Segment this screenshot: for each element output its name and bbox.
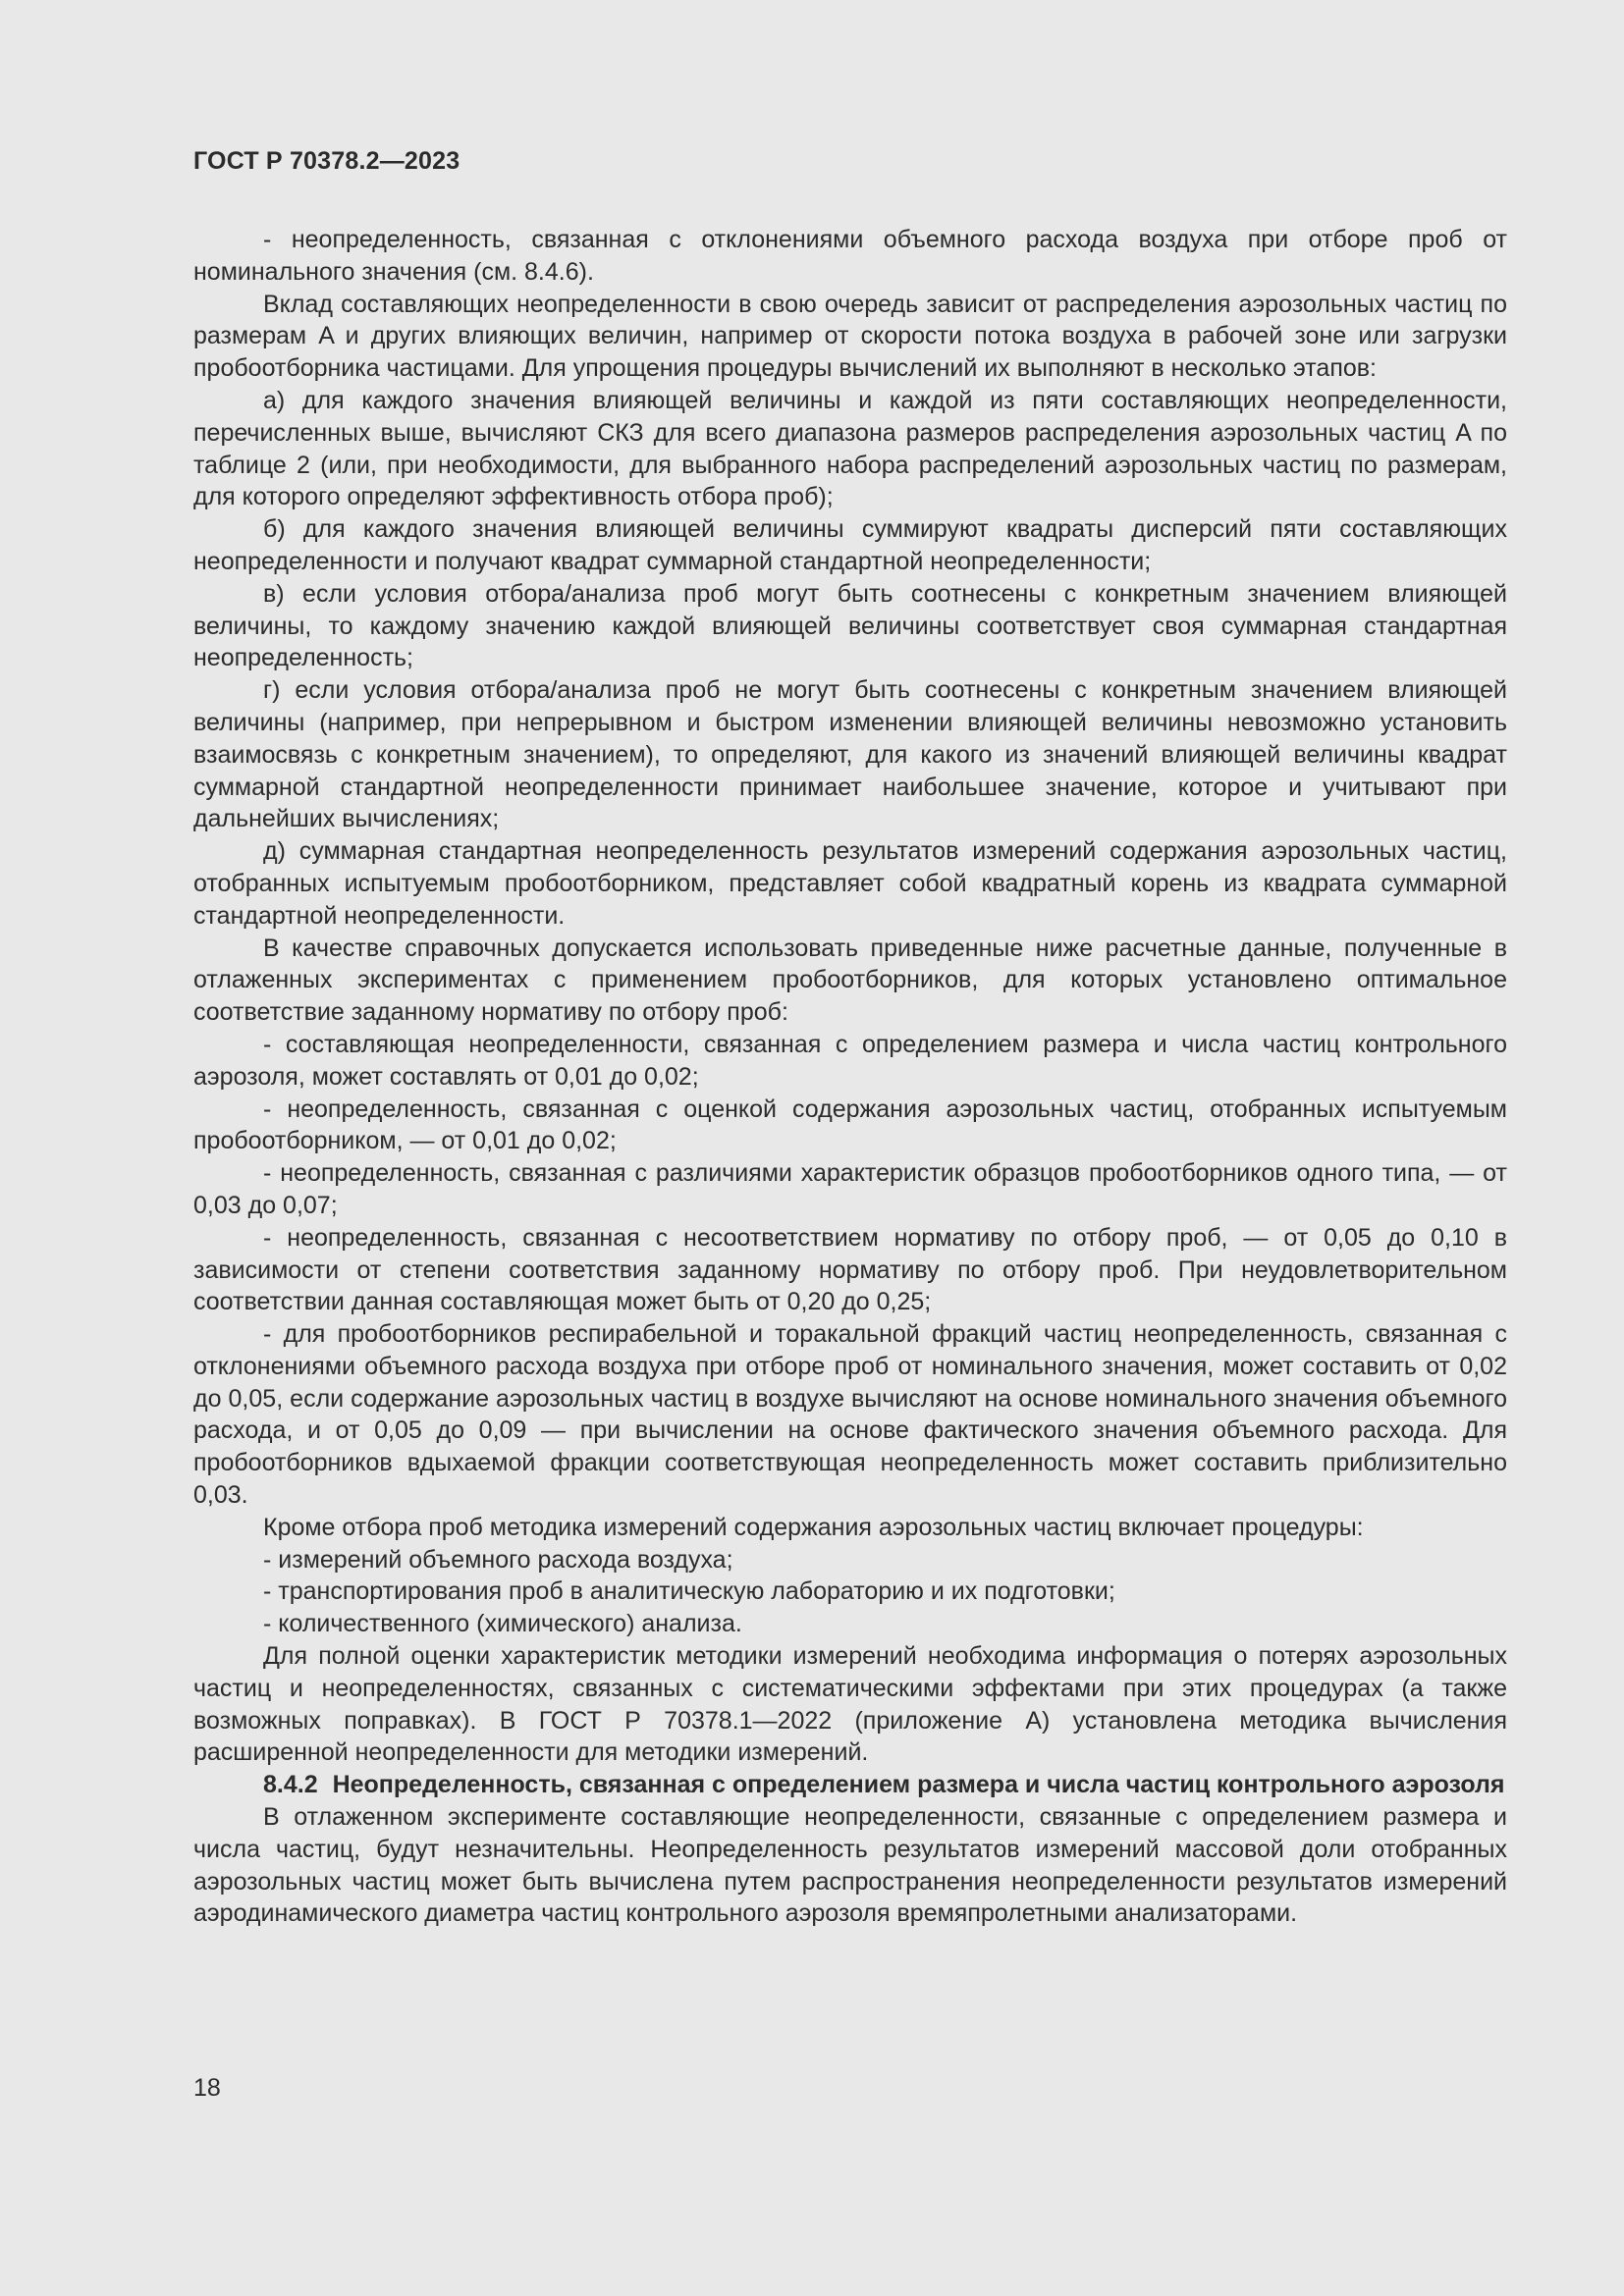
paragraph-dash-item: - для пробоотборников респирабельной и торакальной фракций частиц неопределенность, связанная с отклонениями объемного расхода воздуха при отборе проб от номинального значения, может составить от 0,02 до 0,05, если содержание аэрозольных частиц в воздухе вычисляют на основе номинального значения объемного расхода, и от 0,05 до 0,09 — при вычислении на основе фактического значения объемного расхода. Для пробоотборников вдыхаемой фракции соответствующая неопределенность может составить приблизительно 0,03. bbox=[193, 1320, 1507, 1510]
paragraph: - неопределенность, связанная с отклонениями объемного расхода воздуха при отборе проб от номинального значения (см. 8.4.6). bbox=[193, 226, 1507, 286]
section-title: Неопределенность, связанная с определением размера и числа частиц контрольного аэрозоля bbox=[332, 1771, 1505, 1799]
paragraph-list-item: г) если условия отбора/анализа проб не могут быть соотнесены с конкретным значением влияющей величины (например, при непрерывном и быстром изменении влияющей величины невозможно установить взаимосвязь с конкретным значением), то определяют, для какого из значений влияющей величины квадрат суммарной стандартной неопределенности принимает наибольшее значение, которое и учитывают при дальнейших вычислениях; bbox=[193, 676, 1507, 833]
paragraph-dash-item: - количественного (химического) анализа. bbox=[263, 1610, 742, 1638]
document-body bbox=[193, 224, 1507, 1930]
paragraph-dash-item: - транспортирования проб в аналитическую лабораторию и их подготовки; bbox=[263, 1577, 1115, 1606]
paragraph-list-item: б) для каждого значения влияющей величины суммируют квадраты дисперсий пяти составляющих неопределенности и получают квадрат суммарной стандартной неопределенности; bbox=[193, 515, 1507, 575]
paragraph-dash-item: - неопределенность, связанная с несоответствием нормативу по отбору проб, — от 0,05 до 0,10 в зависимости от степени соответствия заданному нормативу по отбору проб. При неудовлетворительном соответствии данная составляющая может быть от 0,20 до 0,25; bbox=[193, 1223, 1507, 1316]
page-number: 18 bbox=[193, 2074, 221, 2102]
paragraph: Вклад составляющих неопределенности в свою очередь зависит от распределения аэрозольных частиц по размерам A и других влияющих величин, например от скорости потока воздуха в рабочей зоне или загрузки пробоотборника частицами. Для упрощения процедуры вычислений их выполняют в несколько этапов: bbox=[193, 290, 1507, 383]
paragraph: Кроме отбора проб методика измерений содержания аэрозольных частиц включает процедуры: bbox=[263, 1513, 1364, 1541]
paragraph-list-item: в) если условия отбора/анализа проб могут быть соотнесены с конкретным значением влияющей величины, то каждому значению каждой влияющей величины соответствует своя суммарная стандартная неопределенность; bbox=[193, 579, 1507, 672]
paragraph-dash-item: - составляющая неопределенности, связанная с определением размера и числа частиц контрольного аэрозоля, может составлять от 0,01 до 0,02; bbox=[193, 1030, 1507, 1091]
paragraph-dash-item: - измерений объемного расхода воздуха; bbox=[263, 1545, 733, 1574]
section-heading bbox=[193, 1769, 1507, 1801]
paragraph-list-item: д) суммарная стандартная неопределенность результатов измерений содержания аэрозольных частиц, отобранных испытуемым пробоотборником, представляет собой квадратный корень из квадрата суммарной стандартной неопределенности. bbox=[193, 837, 1507, 930]
paragraph: В качестве справочных допускается использовать приведенные ниже расчетные данные, полученные в отлаженных экспериментах с применением пробоотборников, для которых установлено оптимальное соответствие заданному нормативу по отбору проб: bbox=[193, 934, 1507, 1027]
document-code-header: ГОСТ Р 70378.2—2023 bbox=[193, 147, 460, 175]
section-body-paragraph: В отлаженном эксперименте составляющие неопределенности, связанные с определением размера и числа частиц, будут незначительны. Неопределенность результатов измерений массовой доли отобранных аэрозольных частиц может быть вычислена путем распространения неопределенности результатов измерений аэродинамического диаметра частиц контрольного аэрозоля времяпролетными анализаторами. bbox=[193, 1803, 1507, 1928]
paragraph-list-item: а) для каждого значения влияющей величины и каждой из пяти составляющих неопределенности, перечисленных выше, вычисляют СКЗ для всего диапазона размеров распределения аэрозольных частиц A по таблице 2 (или, при необходимости, для выбранного набора распределений аэрозольных частиц по размерам, для которого определяют эффективность отбора проб); bbox=[193, 386, 1507, 511]
paragraph: Для полной оценки характеристик методики измерений необходима информация о потерях аэрозольных частиц и неопределенностях, связанных с систематическими эффектами при этих процедурах (а также возможных поправках). В ГОСТ Р 70378.1—2022 (приложение А) установлена методика вычисления расширенной неопределенности для методики измерений. bbox=[193, 1642, 1507, 1767]
section-number: 8.4.2 bbox=[263, 1771, 318, 1799]
paragraph-dash-item: - неопределенность, связанная с оценкой содержания аэрозольных частиц, отобранных испытуемым пробоотборником, — от 0,01 до 0,02; bbox=[193, 1095, 1507, 1155]
paragraph-dash-item: - неопределенность, связанная с различиями характеристик образцов пробоотборников одного типа, — от 0,03 до 0,07; bbox=[193, 1159, 1507, 1219]
